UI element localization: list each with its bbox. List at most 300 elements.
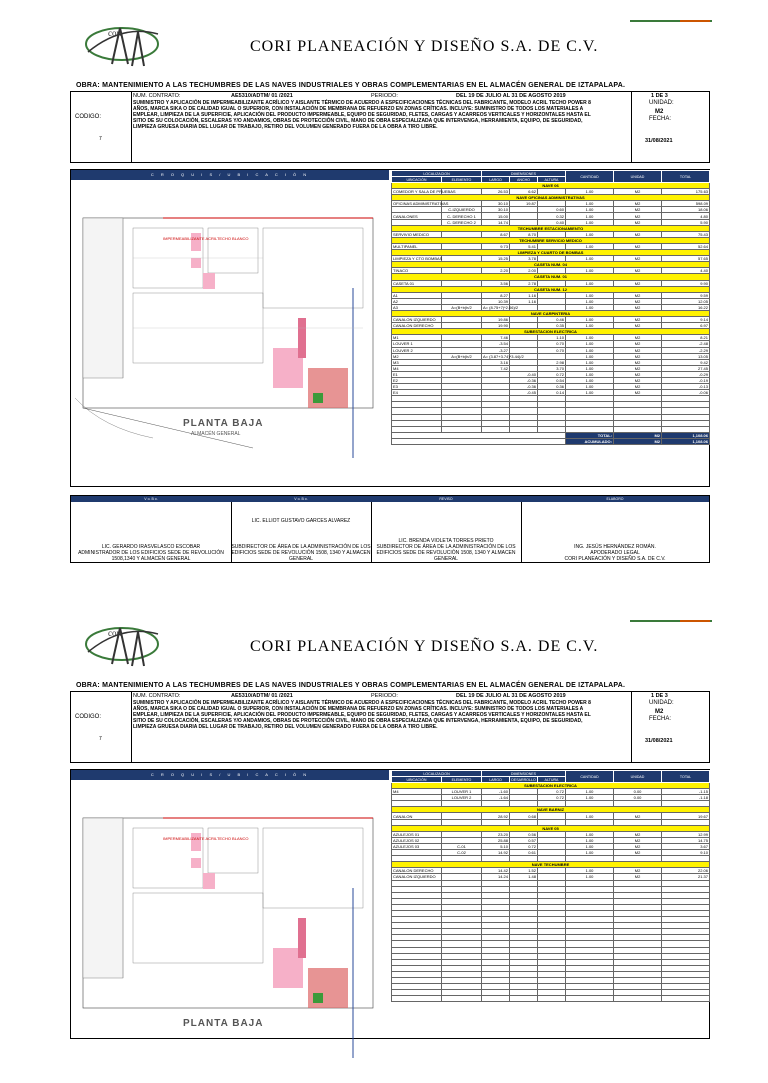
signer-name: LIC. BRENDA VIOLETA TORRES PRIETO [398,538,494,544]
cell-cantidad: 1.00 [566,207,614,213]
concept-description: SUMINISTRO Y APLICACIÓN DE IMPERMEABILIZANTE ACRÍLICO Y AISLANTE TÉRMICO DE ACUERDO A ESPECIFICACIONES TÉCNICAS DEL FABRICANTE, MODELO ACRIL TECHO POWER 8 AÑOS, MARCA SIKA O DE CALIDAD IGUAL O SUPERIOR, CON INSTALACIÓN DE MEMBRANA DE REFUERZO EN ZONAS CRÍTICAS. INCLUYE: SUMINISTRO DE TODOS LOS MATERIALES A EMPLEAR, LIMPIEZA DE LA SUPERFICIE, APLICACIÓN DEL PRODUCTO IMPERMEABLE, EQUIPO DE SEGURIDAD, FLETES, CARGAS Y ACARREOS VERTICALES Y HORIZONTALES HASTA EL SITIO DE SU COLOCACIÓN, ESCALERAS Y/O ANDAMIOS, OBRAS DE PROTECCIÓN CIVIL, MANO DE OBRA ESPECIALIZADA QUE INTERVENGA, HERRAMIENTA, EQUIPO, DE SEGURIDAD, LIMPIEZA GRUESA DIARIA DEL LUGAR DE TRABAJO, RETIRO DEL VOLUMEN GENERADO FUERA DE LA OBRA A TIRO LIBRE. [133,700,591,730]
cell-largo: 30.10 [482,201,510,207]
accumulated-value: 1,108.06 [662,438,710,444]
th-ancho: ANCHO [510,177,538,183]
cell-largo: 14.92 [482,850,510,856]
cell-cantidad: 1.00 [566,837,614,843]
obra-title: OBRA: MANTENIMIENTO A LAS TECHUMBRES DE LAS NAVES INDUSTRIALES Y OBRAS COMPLEMENTARIAS EN EL ALMACÉN GENERAL DE IZTAPALAPA. [76,682,626,689]
cell-altura: 0.36 [538,384,566,390]
cell-total: 8.21 [662,335,710,341]
th-total: TOTAL [662,171,710,183]
cell-altura: 0.46 [538,317,566,323]
cell-cantidad: 1.00 [566,874,614,880]
cell-ubicacion: AZULEJOS 02 [392,837,442,843]
cell-elemento: A=(B+b)h/2 [442,304,482,310]
cell-ancho: 0.61 [510,850,538,856]
cell-cantidad: 1.00 [566,850,614,856]
total-unit: M2 [614,432,662,438]
cell-altura: 0.35 [538,323,566,329]
header-rule-accent [680,20,710,22]
num-contrato-label: NUM. CONTRATO: [133,693,181,699]
cell-total: 22.06 [662,868,710,874]
cell-largo: 3.16 [482,359,510,365]
svg-text:cori: cori [108,628,122,638]
unidad-label: UNIDAD: [649,100,674,106]
signer-title: SUBDIRECTOR DE ÁREA DE LA ADMINISTRACIÓN DE LOS EDIFICIOS SEDE DE REVOLUCIÓN 1508, 1340 Y ALMACEN GENERAL [231,544,371,562]
quantities-body [392,183,710,433]
cell-total: -0.19 [662,378,710,384]
accumulated-unit: M2 [614,438,662,444]
codigo-value: 7 [99,136,102,142]
quantities-table-wrapper [391,170,709,445]
signer-name: LIC. GERARDO IRASVELASCO ESCOBAR [101,544,201,550]
cell-largo: 7.46 [482,335,510,341]
concept-description: SUMINISTRO Y APLICACIÓN DE IMPERMEABILIZANTE ACRÍLICO Y AISLANTE TÉRMICO DE ACUERDO A ESPECIFICACIONES TÉCNICAS DEL FABRICANTE, MODELO ACRIL TECHO POWER 8 AÑOS, MARCA SIKA O DE CALIDAD IGUAL O SUPERIOR, CON INSTALACIÓN DE MEMBRANA DE REFUERZO EN ZONAS CRÍTICAS. INCLUYE: SUMINISTRO DE TODOS LOS MATERIALES A EMPLEAR, LIMPIEZA DE LA SUPERFICIE, APLICACIÓN DEL PRODUCTO IMPERMEABLE, EQUIPO DE SEGURIDAD, FLETES, CARGAS Y ACARREOS VERTICALES Y HORIZONTALES HASTA EL SITIO DE SU COLOCACIÓN, ESCALERAS Y/O ANDAMIOS, OBRAS DE PROTECCIÓN CIVIL, MANO DE OBRA ESPECIALIZADA QUE INTERVENGA, HERRAMIENTA, EQUIPO, DE SEGURIDAD, LIMPIEZA GRUESA DIARIA DEL LUGAR DE TRABAJO, RETIRO DEL VOLUMEN GENERADO FUERA DE LA OBRA A TIRO LIBRE. [133,100,591,130]
cell-ubicacion: CANALON DERECHO [392,323,442,329]
cell-ancho: 19.87 [510,201,538,207]
cell-largo: 5.10 [482,843,510,849]
cell-total: -1.15 [662,789,710,795]
section-title: NAVE BARNIZ [392,807,710,813]
cell-largo: 19.90 [482,323,510,329]
company-name: CORI PLANEACIÓN Y DISEÑO S.A. DE C.V. [250,638,599,655]
cell-unidad: M2 [614,347,662,353]
cell-unidad: M2 [614,384,662,390]
unidad-value: M2 [655,709,664,715]
cell-ancho: 1.16 [510,292,538,298]
cell-largo: 26.53 [482,189,510,195]
cell-cantidad: 1.00 [566,201,614,207]
main-body [70,169,710,487]
cell-total: 52.64 [662,243,710,249]
cell-altura: 0.70 [538,341,566,347]
cell-cantidad: 1.00 [566,268,614,274]
quantities-table [391,770,710,1002]
cell-unidad: M2 [614,298,662,304]
th-elemento: ELEMENTO [442,777,482,783]
th-unidad: UNIDAD [614,171,662,183]
cell-unidad: M2 [614,207,662,213]
cell-ubicacion: A2 [392,298,442,304]
cell-unidad: M2 [614,213,662,219]
cell-ubicacion: CANALON DERECHO [392,868,442,874]
accumulated-label: ACUMULADO: [566,438,614,444]
cell-ubicacion: M1 [392,335,442,341]
company-logo [82,614,162,674]
cell-cantidad: 1.00 [566,323,614,329]
cell-ubicacion: M4 [392,789,442,795]
cell-unidad: M2 [614,201,662,207]
section-title: TECHUMBRE ESTACIONAMIENTO [392,225,710,231]
cell-ubicacion: A1 [392,292,442,298]
cell-total: 19.67 [662,813,710,819]
plan-title: PLANTA BAJA [183,418,264,429]
cell-largo: 7.42 [482,365,510,371]
cell-cantidad: 1.00 [566,231,614,237]
cell-ubicacion: M3 [392,359,442,365]
th-desarrollo: DESARROLLO [511,777,536,782]
cell-elemento: C- DERECHO 1 [442,213,482,219]
codigo-value: 7 [99,736,102,742]
cell-total: -0.06 [662,390,710,396]
cell-ubicacion: CANALON [392,813,442,819]
plan-subtitle: ALMACÉN GENERAL [191,431,241,437]
signer-name: ING. JESÚS HERNÁNDEZ ROMÁN. [574,544,656,550]
cell-total: 9.10 [662,850,710,856]
cell-cantidad: 1.00 [566,831,614,837]
signature-reviso: REVISO LIC. BRENDA VIOLETA TORRES PRIETO SUBDIRECTOR DE ÁREA DE LA ADMINISTRACIÓN DE LOS EDIFICIOS SEDE DE REVOLUCIÓN 1508, 1340 Y ALMACEN GENERAL [371,496,521,564]
cell-ancho: 1.48 [510,874,538,880]
divider [631,92,632,162]
cell-ancho: 0.57 [510,837,538,843]
cell-cantidad: 1.00 [566,390,614,396]
section-title: NAVE OFICINAS ADMINISTRATIVAS [392,195,710,201]
th-localizacion: LOCALIZACION [392,171,482,177]
cell-total: 175.63 [662,189,710,195]
empty-row [392,996,710,1002]
fecha-value: 31/08/2021 [645,138,673,144]
cell-largo: 8.67 [482,231,510,237]
th-ubicacion: UBICACIÓN [392,777,442,783]
cell-total: 12.99 [662,831,710,837]
cell-ancho: 3.78 [510,256,538,262]
cell-largo: 10.39 [482,298,510,304]
croquis-header: C R O Q U I S / U B I C A C I Ó N [71,770,389,780]
header-rule-accent [680,620,710,622]
cell-total: 12.05 [662,298,710,304]
cell-unidad: M2 [614,189,662,195]
cell-unidad: M2 [614,831,662,837]
cell-ancho: 0.68 [510,813,538,819]
cell-unidad: M2 [614,292,662,298]
num-contrato-value: AE5310/ADTM/ 01 /2021 [231,693,293,699]
section-title: CASETA NUM. 04 [392,262,710,268]
cell-total: 598.09 [662,201,710,207]
cell-largo: 14.42 [482,868,510,874]
cell-total: -0.29 [662,371,710,377]
th-altura: ALTURA [538,177,566,183]
cell-largo: 15.00 [482,213,510,219]
cell-cantidad: 1.00 [566,347,614,353]
th-total: TOTAL [662,771,710,783]
cell-ubicacion: E1 [392,371,442,377]
section-title: LIMPIEZA Y CUARTO DE BOMBAS [392,250,710,256]
cell-total: 5.90 [662,219,710,225]
cell-cantidad: 1.00 [566,292,614,298]
cell-total: 4.80 [662,213,710,219]
cell-ubicacion: E3 [392,384,442,390]
signature-vobo-2: V o. B o. LIC. ELLIOT GUSTAVO GARCES ALVAREZ SUBDIRECTOR DE ÁREA DE LA ADMINISTRACIÓN DE LOS EDIFICIOS SEDE DE REVOLUCIÓN 1508, 1340 Y ALMACEN GENERAL [231,497,371,562]
main-body [70,769,710,1039]
signer-title: ADMINISTRADOR DE LOS EDIFICIOS SEDE DE REVOLUCIÓN 1508,1340 Y ALMACÉN GENERAL [78,550,224,562]
cell-largo: -1.64 [482,795,510,801]
quantities-table [391,170,710,445]
company-name: CORI PLANEACIÓN Y DISEÑO S.A. DE C.V. [250,38,599,55]
cell-unidad: M2 [614,317,662,323]
cell-ancho: 2.78 [510,280,538,286]
cell-cantidad: 1.00 [566,378,614,384]
cell-altura: 2.98 [538,359,566,365]
th-unidad: UNIDAD [614,771,662,783]
section-title: NAVE CARPINTERIA [392,310,710,316]
cell-largo: -1.60 [482,789,510,795]
th-dimensiones: DIMENSIONES [482,771,566,777]
plan-note: IMPERMEABILIZANTE ACRILTECHO BLANCO [163,836,249,841]
cell-cantidad: 1.00 [566,371,614,377]
cell-largo: -3.27 [482,347,510,353]
num-contrato-label: NUM. CONTRATO: [133,93,181,99]
cell-unidad: M2 [614,219,662,225]
section-title: SUBESTACION ELECTRICA [392,329,710,335]
cell-ancho: 1.16 [510,298,538,304]
periodo-value: DEL 19 DE JULIO AL 31 DE AGOSTO 2019 [456,93,566,99]
cell-altura: 3.70 [538,365,566,371]
fecha-label: FECHA: [649,716,672,722]
section-title: CASETA NUM. 12 [392,286,710,292]
cell-total: 75.43 [662,231,710,237]
cell-largo: 14.74 [482,219,510,225]
cell-unidad: M2 [614,850,662,856]
cell-unidad: M2 [614,390,662,396]
divider [631,692,632,762]
cell-ubicacion: CANALON IZQUIERDO [392,874,442,880]
cell-unidad: 0.00 [614,789,662,795]
cell-altura: 0.72 [538,371,566,377]
estimate-sheet-2 [70,600,710,1029]
cell-total: -2.29 [662,347,710,353]
th-localizacion: LOCALIZACION [392,771,482,777]
cell-largo: A= (8.75+7)*2.06)/2 [483,304,519,310]
cell-largo: -3.54 [482,341,510,347]
cell-altura: 0.32 [538,213,566,219]
signer-title: APODERADO LEGAL [590,550,640,556]
cell-altura: 0.72 [538,795,566,801]
signatures-box [70,495,710,563]
signer-name: LIC. ELLIOT GUSTAVO GARCES ALVAREZ [251,518,351,524]
cell-total: 9.59 [662,292,710,298]
cell-ancho: -0.36 [510,384,538,390]
cell-unidad: M2 [614,868,662,874]
cell-largo: 3.56 [482,280,510,286]
cell-elemento: C- DERECHO 2 [442,219,482,225]
cell-ancho: 1.52 [510,868,538,874]
cell-altura: 0.40 [538,219,566,225]
cell-largo: 19.86 [482,317,510,323]
cell-ancho: 0.72 [510,843,538,849]
th-cantidad: CANTIDAD [566,171,614,183]
cell-total: 3.67 [662,843,710,849]
cell-elemento: C-IZQUIERDO [442,207,482,213]
cell-largo: 30.10 [482,207,510,213]
cell-elemento: LOUVER 2 [442,795,482,801]
cell-unidad: M2 [614,268,662,274]
unidad-label: UNIDAD: [649,700,674,706]
cell-total: 6.97 [662,323,710,329]
croquis-header: C R O Q U I S / U B I C A C I Ó N [71,170,389,180]
cell-ubicacion: LIMPIEZA Y CTO BOMBAS [393,256,443,262]
cell-cantidad: 1.00 [566,365,614,371]
cell-unidad: M2 [614,231,662,237]
cell-total: 9.14 [662,317,710,323]
cell-unidad: M2 [614,243,662,249]
cell-altura: 0.70 [538,347,566,353]
cell-total: 4.40 [662,268,710,274]
obra-title: OBRA: MANTENIMIENTO A LAS TECHUMBRES DE LAS NAVES INDUSTRIALES Y OBRAS COMPLEMENTARIAS EN EL ALMACÉN GENERAL DE IZTAPALAPA. [76,82,626,89]
cell-cantidad: 1.00 [566,795,614,801]
company-logo [82,14,162,74]
cell-total: 9.90 [662,280,710,286]
cell-cantidad: 1.00 [566,298,614,304]
cell-ubicacion: LOUVER 2 [392,347,442,353]
unidad-value: M2 [655,109,664,115]
cell-total: 13.05 [662,353,710,359]
cell-unidad: M2 [614,341,662,347]
cell-ubicacion: LOUVER 1 [392,341,442,347]
cell-ancho: 6.62 [510,189,538,195]
cell-total: -0.13 [662,384,710,390]
cell-total: 18.06 [662,207,710,213]
cell-cantidad: 1.00 [566,335,614,341]
cell-largo: 15.25 [482,256,510,262]
cell-ubicacion: SERVIVIO MEDICO [392,231,442,237]
th-dimensiones: DIMENSIONES [482,171,566,177]
cell-unidad: M2 [614,323,662,329]
cell-altura: 0.54 [538,378,566,384]
cell-total: -2.48 [662,341,710,347]
cell-cantidad: 1.00 [566,789,614,795]
cell-ubicacion: CANALON IZQUIERDO [392,317,442,323]
signer-company: CORI PLANEACIÓN Y DISEÑO S.A. DE C.V. [564,556,666,562]
cell-total: 14.75 [662,837,710,843]
page-number: 1 DE 3 [651,693,668,699]
cell-ancho: 0.56 [510,831,538,837]
cell-ancho: -0.45 [510,390,538,396]
cell-unidad: M2 [614,843,662,849]
cell-total: 9.42 [662,359,710,365]
codigo-label: CODIGO: [75,714,102,720]
cell-cantidad: 1.00 [566,813,614,819]
cell-cantidad: 1.00 [566,280,614,286]
cell-largo: 2.20 [482,268,510,274]
sheet-header [70,0,710,82]
cell-unidad: M2 [614,304,662,310]
cell-ubicacion: AZULEJOS 01 [392,831,442,837]
section-title: SUBESTACION ELECTRICA [392,783,710,789]
cell-unidad: M2 [614,371,662,377]
th-largo: LARGO [482,177,510,183]
cell-altura: 0.72 [538,789,566,795]
cell-cantidad: 1.00 [566,189,614,195]
cell-total: 57.65 [662,256,710,262]
cell-largo: A= (3.87+3.74)*3.44)/2 [483,353,524,359]
quantities-table-wrapper [391,770,709,1002]
cell-total: 21.37 [662,874,710,880]
cell-ubicacion: CASETA 01 [392,280,442,286]
cell-largo: 8.27 [482,292,510,298]
cell-cantidad: 1.00 [566,353,614,359]
cell-cantidad: 1.00 [566,317,614,323]
cell-cantidad: 1.00 [566,219,614,225]
cell-ubicacion: CANALONES [392,213,442,219]
cell-unidad: M2 [614,353,662,359]
cell-cantidad: 1.00 [566,868,614,874]
floor-plan [73,198,389,478]
svg-text:cori: cori [108,28,122,38]
cell-altura: 1.10 [538,335,566,341]
cell-ancho: 8.70 [510,231,538,237]
total-value: 1,108.06 [662,432,710,438]
cell-cantidad: 1.00 [566,341,614,347]
th-largo: LARGO [482,777,510,783]
cell-ubicacion: M2 [392,353,442,359]
cell-cantidad: 1.00 [566,384,614,390]
th-cantidad: CANTIDAD [566,771,614,783]
cell-unidad: M2 [614,837,662,843]
cell-unidad: M2 [614,335,662,341]
cell-ancho: -0.40 [510,371,538,377]
cell-largo: 23.20 [482,831,510,837]
sheet-header [70,600,710,682]
fecha-label: FECHA: [649,116,672,122]
cell-cantidad: 1.00 [566,359,614,365]
cell-unidad: M2 [614,813,662,819]
cell-cantidad: 1.00 [566,256,614,262]
cell-largo: 25.88 [482,837,510,843]
plan-title: PLANTA BAJA [183,1018,264,1029]
cell-largo: 28.92 [482,813,510,819]
cell-altura: 0.14 [538,390,566,396]
cell-cantidad: 1.00 [566,243,614,249]
cell-ubicacion: MULTIPANEL [392,243,442,249]
floor-plan [73,798,389,1078]
codigo-label: CODIGO: [75,114,102,120]
cell-ubicacion: E2 [392,378,442,384]
cell-ubicacion: AZULEJOS 03 [392,843,442,849]
cell-total: 27.45 [662,365,710,371]
section-title: TECHUMBRE SERVICIO MEDICO [392,237,710,243]
cell-elemento: C-02 [442,850,482,856]
th-ubicacion: UBICACIÓN [392,177,442,183]
cell-unidad: M2 [614,280,662,286]
cell-largo: 9.73 [482,243,510,249]
divider [131,692,132,762]
cell-largo: 14.24 [482,874,510,880]
total-label: TOTAL: [566,432,614,438]
cell-unidad: M2 [614,359,662,365]
quantities-body [392,783,710,1002]
contract-info-box [70,691,710,763]
th-altura: ALTURA [538,777,566,783]
section-title: NAVE 06 [392,183,710,189]
periodo-label: PERIODO: [371,93,398,99]
cell-ubicacion: TINACO [392,268,442,274]
estimate-sheet-1 [70,0,710,590]
cell-unidad: 0.00 [614,795,662,801]
section-title: NAVE 05 [392,825,710,831]
cell-unidad: M2 [614,365,662,371]
periodo-label: PERIODO: [371,693,398,699]
cell-unidad: M2 [614,256,662,262]
cell-unidad: M2 [614,874,662,880]
section-title: NAVE TECHUMBRE [392,862,710,868]
cell-ubicacion: A3 [392,304,442,310]
periodo-value: DEL 19 DE JULIO AL 31 DE AGOSTO 2019 [456,693,566,699]
cell-unidad: M2 [614,378,662,384]
cell-ancho: -0.36 [510,378,538,384]
fecha-value: 31/08/2021 [645,738,673,744]
page-number: 1 DE 3 [651,93,668,99]
cell-ubicacion: E4 [392,390,442,396]
